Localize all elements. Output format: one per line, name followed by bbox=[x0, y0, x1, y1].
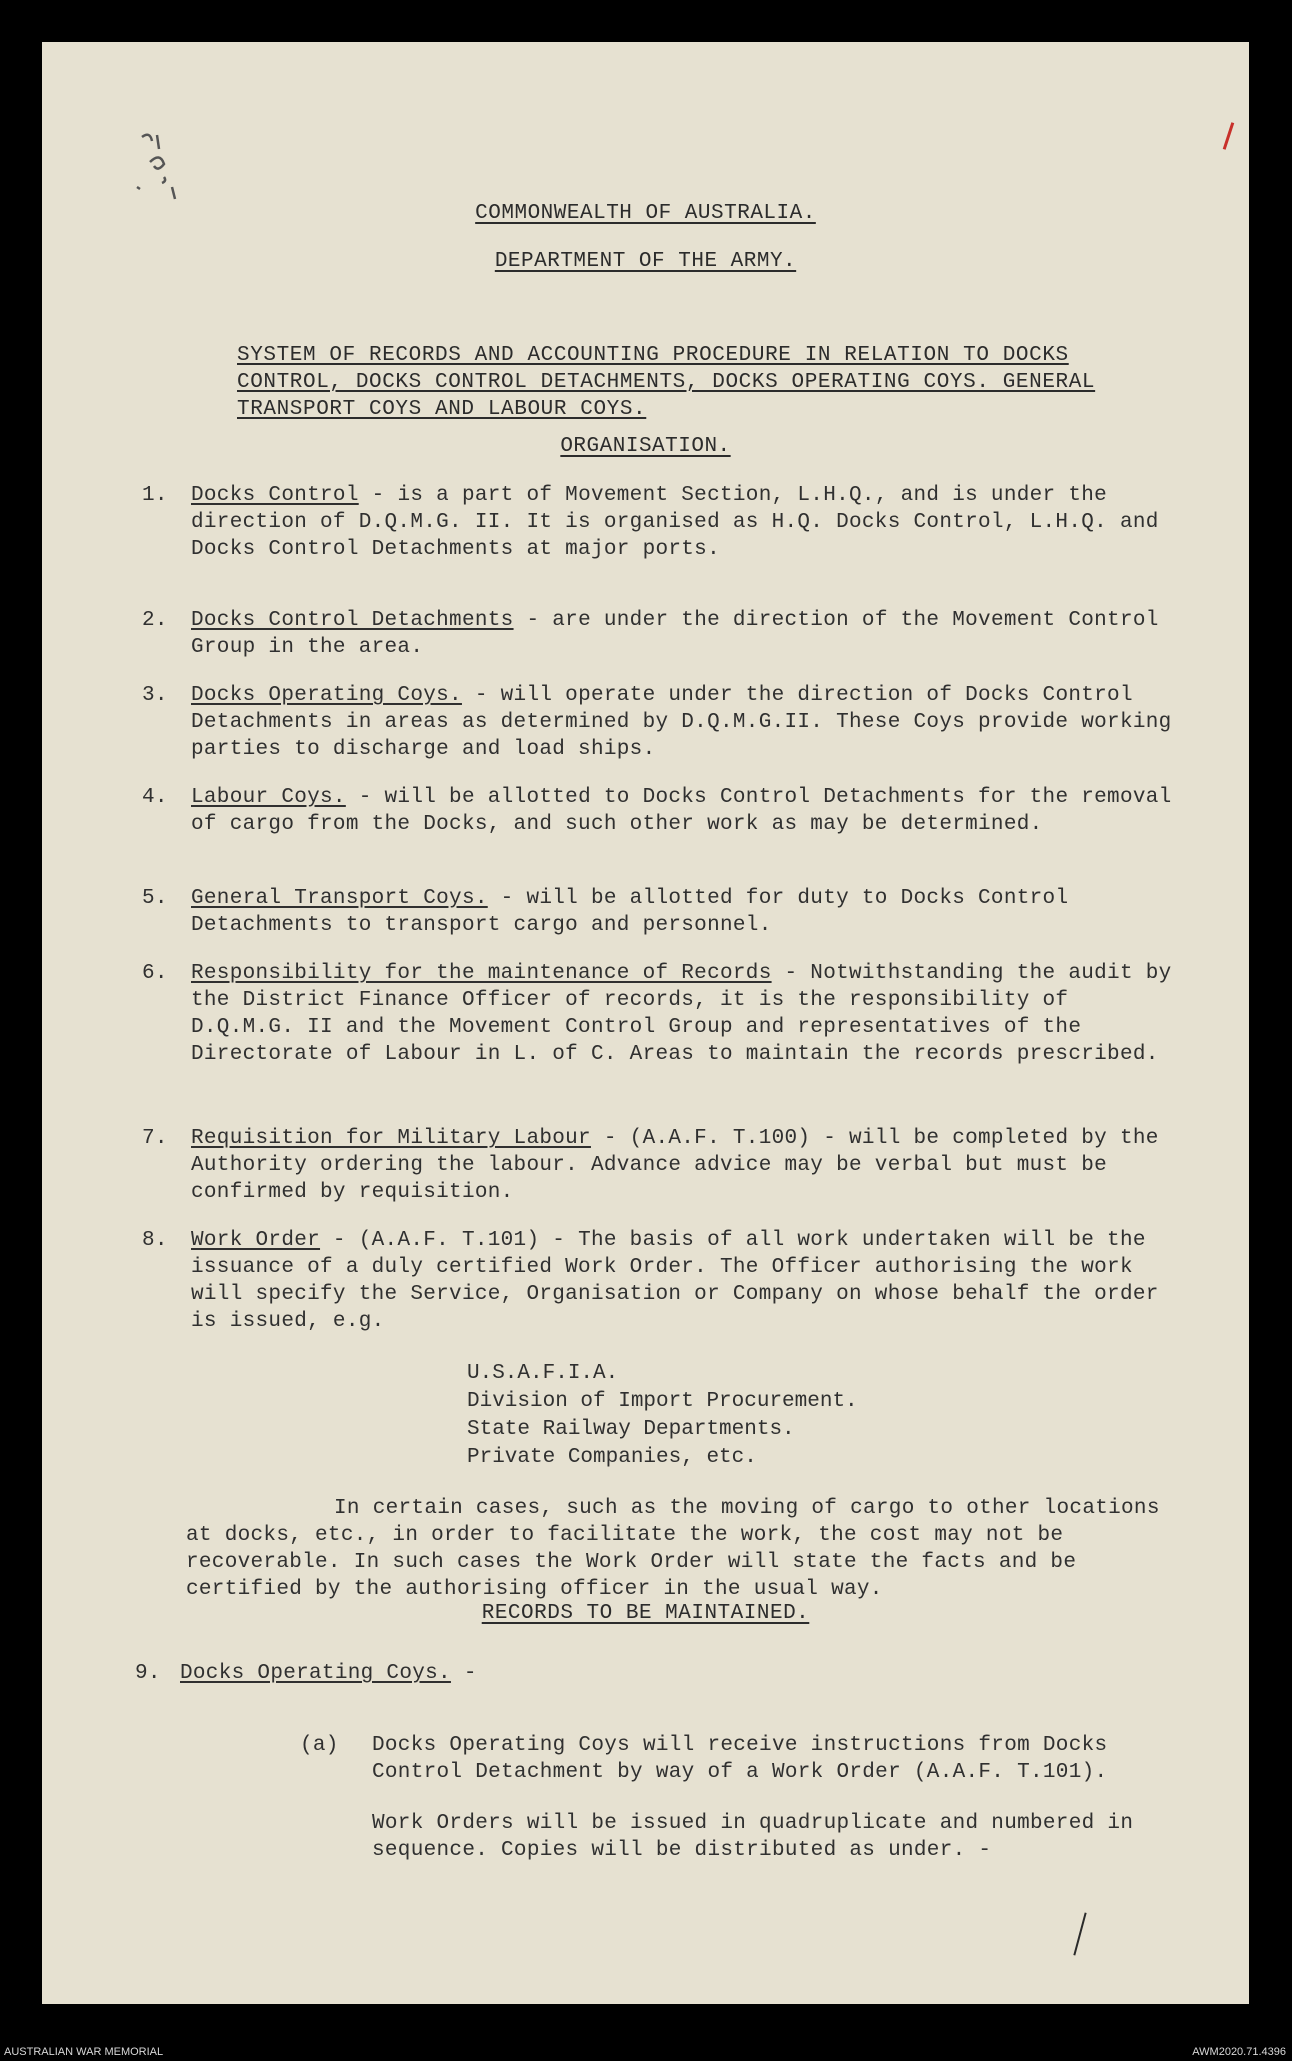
paragraph-text: - bbox=[450, 1662, 477, 1685]
paragraph-number: 3. bbox=[142, 684, 168, 707]
example-item: U.S.A.F.I.A. bbox=[467, 1362, 619, 1385]
paragraph-8 bbox=[142, 1227, 1182, 1335]
paragraph-number: 1. bbox=[142, 484, 168, 507]
paragraph-text: - will be allotted to Docks Control Detachments for the removal of cargo from the Docks, and such other work as may be determined. bbox=[191, 786, 1172, 836]
example-item: State Railway Departments. bbox=[467, 1418, 795, 1441]
sub-item-text: Docks Operating Coys will receive instructions from Docks Control Detachment by way of a Work Order (A.A.F. T.101). bbox=[372, 1734, 1108, 1784]
paragraph-number: 5. bbox=[142, 887, 168, 910]
paragraph-text: - will be allotted for duty to Docks Control Detachments to transport cargo and personnel. bbox=[191, 887, 1069, 937]
sub-item-label: (a) bbox=[300, 1734, 339, 1757]
sub-item-continued: Work Orders will be issued in quadruplicate and numbered in sequence. Copies will be distributed as under. - bbox=[372, 1812, 1134, 1862]
document-title: SYSTEM OF RECORDS AND ACCOUNTING PROCEDURE IN RELATION TO DOCKS CONTROL, DOCKS CONTROL DETACHMENTS, DOCKS OPERATING COYS. GENERAL TRANSPORT COYS AND LABOUR COYS. bbox=[237, 344, 1096, 421]
heading-records: RECORDS TO BE MAINTAINED. bbox=[481, 1602, 810, 1625]
paragraph-7 bbox=[142, 1125, 1182, 1206]
paragraph-number: 2. bbox=[142, 609, 168, 632]
document-page bbox=[42, 42, 1249, 2004]
example-item: Private Companies, etc. bbox=[467, 1446, 757, 1469]
paragraph-number: 6. bbox=[142, 962, 168, 985]
paragraph-text: - are under the direction of the Movement Control Group in the area. bbox=[191, 609, 1159, 659]
paragraph-lead: Requisition for Military Labour bbox=[191, 1127, 591, 1150]
paragraph-text: - (A.A.F. T.101) - The basis of all work undertaken will be the issuance of a duly certified Work Order. The Officer authorising the work will specify the Service, Organisation or Company on whose behalf the order is issued, e.g. bbox=[191, 1229, 1159, 1333]
pen-tick-mark bbox=[1073, 1912, 1086, 1955]
paragraph-2 bbox=[142, 607, 1182, 661]
paragraph-3 bbox=[142, 682, 1182, 763]
red-tick-mark bbox=[1223, 122, 1235, 150]
sub-item-a bbox=[300, 1732, 1140, 1786]
paragraph-4 bbox=[142, 784, 1182, 838]
paragraph-number: 4. bbox=[142, 786, 168, 809]
paragraph-text: - is a part of Movement Section, L.H.Q., and is under the direction of D.Q.M.G. II. It is organised as H.Q. Docks Control, L.H.Q. and Docks Control Detachments at major ports. bbox=[191, 484, 1159, 561]
paragraph-lead: Responsibility for the maintenance of Records bbox=[191, 962, 772, 985]
paragraph-lead: Labour Coys. bbox=[191, 786, 346, 809]
paragraph-number: 9. bbox=[135, 1662, 161, 1685]
footer-right: AWM2020.71.4396 bbox=[1192, 2046, 1286, 2058]
example-item: Division of Import Procurement. bbox=[467, 1390, 858, 1413]
paragraph-5 bbox=[142, 885, 1182, 939]
paragraph-text: - Notwithstanding the audit by the District Finance Officer of records, it is the responsibility of D.Q.M.G. II and the Movement Control Group and representatives of the Directorate of Labour in L. of C. Areas to maintain the records prescribed. bbox=[191, 962, 1172, 1066]
paragraph-lead: Work Order bbox=[191, 1229, 321, 1252]
paragraph-text: - (A.A.F. T.100) - will be completed by the Authority ordering the labour. Advance advice may be verbal but must be confirmed by requisition. bbox=[191, 1127, 1159, 1204]
heading-commonwealth: COMMONWEALTH OF AUSTRALIA. bbox=[475, 202, 816, 225]
paragraph-1 bbox=[142, 482, 1182, 563]
paragraph-number: 7. bbox=[142, 1127, 168, 1150]
paragraph-number: 8. bbox=[142, 1229, 168, 1252]
footer-left: AUSTRALIAN WAR MEMORIAL bbox=[4, 2046, 164, 2058]
paragraph-6 bbox=[142, 960, 1182, 1068]
heading-organisation: ORGANISATION. bbox=[560, 435, 731, 458]
heading-department: DEPARTMENT OF THE ARMY. bbox=[494, 250, 797, 273]
examples-list bbox=[467, 1360, 858, 1472]
paragraph-lead: Docks Control bbox=[191, 484, 359, 507]
paragraph-text: - will operate under the direction of Docks Control Detachments in areas as determined by D.Q.M.G.II. These Coys provide working parties to discharge and load ships. bbox=[191, 684, 1172, 761]
paragraph-9 bbox=[135, 1660, 1182, 1687]
paragraph-lead: Docks Control Detachments bbox=[191, 609, 514, 632]
paragraph-lead: Docks Operating Coys. bbox=[191, 684, 462, 707]
paragraph-lead: General Transport Coys. bbox=[191, 887, 488, 910]
note-paragraph: In certain cases, such as the moving of cargo to other locations at docks, etc., in order to facilitate the work, the cost may not be recoverable. In such cases the Work Order will state the facts and be certified by the authorising officer in the usual way. bbox=[186, 1497, 1160, 1601]
paragraph-lead: Docks Operating Coys. bbox=[180, 1662, 451, 1685]
